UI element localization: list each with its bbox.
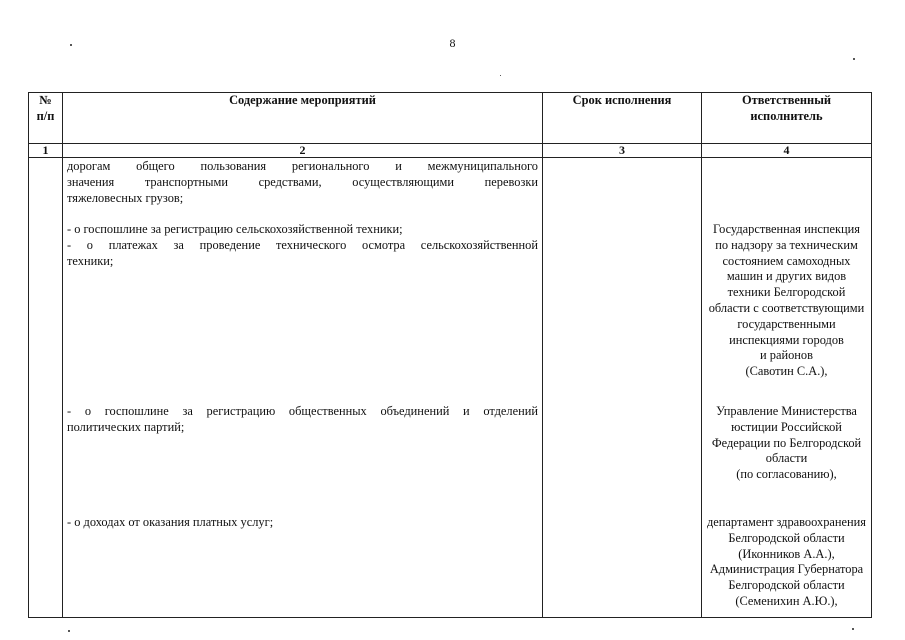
responsible-line: области с соответствующими: [708, 300, 865, 315]
header-responsible: [702, 93, 872, 144]
content-line: тяжеловесных грузов;: [67, 190, 184, 205]
responsible-line: Федерации по Белгородской: [711, 435, 862, 450]
responsible-line: государственными: [737, 316, 836, 331]
responsible-line: инспекциями городов: [729, 332, 844, 347]
header-responsible-line: Ответственный: [741, 93, 832, 107]
scan-speck: [70, 44, 72, 46]
responsible-line: состоянием самоходных: [722, 253, 851, 268]
content-line: - о госпошлине за регистрацию общественных объединений и отделений: [67, 404, 538, 418]
scan-speck: [852, 628, 854, 630]
content-line: - о госпошлине за регистрацию сельскохозяйственной техники;: [67, 222, 403, 236]
scan-speck: [853, 58, 855, 60]
header-responsible-line: исполнитель: [750, 108, 823, 123]
content-block: [67, 515, 538, 531]
column-number: 3: [543, 144, 702, 158]
responsible-line: департамент здравоохранения: [706, 515, 866, 529]
header-num: [29, 93, 63, 144]
responsible-line: Государственная инспекция: [713, 222, 860, 236]
content-line: - о платежах за проведение технического осмотра сельскохозяйственной: [67, 237, 538, 252]
table-header-row: [29, 93, 872, 144]
responsible-block: [702, 515, 871, 610]
table-body-row: [29, 158, 872, 618]
column-number: 4: [702, 144, 872, 158]
responsible-line: области: [765, 451, 808, 466]
header-content: Содержание мероприятий: [63, 93, 543, 144]
responsible-line: (по согласованию),: [736, 467, 837, 482]
responsible-cell: [702, 158, 872, 618]
page-number: 8: [449, 36, 456, 50]
measures-table: [28, 92, 872, 618]
responsible-line: и районов: [760, 348, 813, 363]
num-cell: [29, 158, 63, 618]
responsible-line: Администрация Губернатора: [709, 562, 864, 577]
responsible-line: (Семенихин А.Ю.),: [735, 593, 838, 608]
content-line: политических партий;: [67, 419, 185, 434]
responsible-line: Белгородской области: [728, 530, 845, 545]
responsible-block: [702, 222, 871, 380]
column-number: 1: [29, 144, 63, 158]
responsible-line: Белгородской области: [728, 578, 845, 593]
responsible-line: по надзору за техническим: [715, 237, 858, 252]
content-block: [67, 404, 538, 436]
content-line: значения транспортными средствами, осуществляющими перевозки: [67, 174, 538, 189]
responsible-line: (Иконников А.А.),: [738, 546, 835, 561]
content-cell: [63, 158, 543, 618]
content-block: [67, 222, 538, 269]
content-line: дорогам общего пользования регионального и межмуниципального: [67, 159, 538, 173]
header-num-line: п/п: [36, 108, 55, 123]
responsible-line: техники Белгородской: [727, 285, 846, 300]
column-number-row: [29, 144, 872, 158]
responsible-line: юстиции Российской: [731, 419, 842, 434]
scan-speck: [500, 75, 501, 76]
scan-speck: [68, 630, 70, 632]
responsible-line: Управление Министерства: [716, 404, 857, 418]
header-deadline: Срок исполнения: [543, 93, 702, 144]
content-line: техники;: [67, 253, 114, 268]
header-num-line: №: [39, 93, 52, 107]
responsible-line: машин и других видов: [726, 269, 847, 284]
column-number: 2: [63, 144, 543, 158]
responsible-line: (Савотин С.А.),: [745, 364, 828, 379]
deadline-cell: [543, 158, 702, 618]
content-line: - о доходах от оказания платных услуг;: [67, 515, 274, 529]
content-block: [67, 159, 538, 206]
responsible-block: [702, 404, 871, 483]
